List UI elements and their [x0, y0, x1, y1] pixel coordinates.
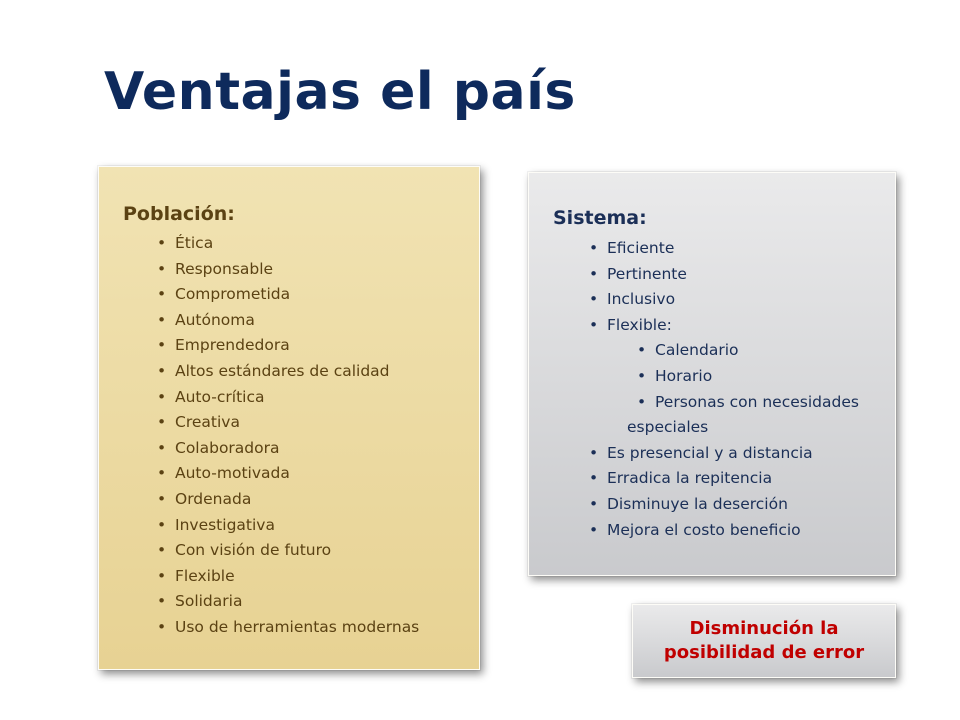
bullet-icon: •	[157, 234, 167, 252]
bullet-icon: •	[589, 494, 599, 513]
bullet-icon: •	[157, 285, 167, 304]
error-reduction-panel	[632, 604, 896, 678]
bullet-icon: •	[157, 438, 167, 457]
list-item: • Disminuye la deserción	[607, 492, 859, 518]
poblacion-heading: Población:	[123, 203, 235, 225]
list-item: • Eficiente	[607, 236, 859, 262]
list-item: • Con visión de futuro	[175, 538, 419, 564]
list-item: • Autónoma	[175, 308, 419, 334]
list-item: • Erradica la repitencia	[607, 466, 859, 492]
list-item: • Flexible:	[607, 313, 859, 339]
bullet-icon: •	[157, 336, 167, 355]
poblacion-list	[157, 231, 420, 641]
sub-list-item: • Horario	[607, 364, 859, 390]
bullet-icon: •	[637, 392, 647, 411]
sistema-heading: Sistema:	[553, 207, 647, 229]
bullet-icon: •	[589, 520, 599, 539]
list-item: • Ordenada	[175, 487, 419, 513]
bullet-icon: •	[589, 469, 599, 488]
bullet-icon: •	[157, 259, 167, 278]
bullet-icon: •	[157, 489, 167, 508]
sub-list-item-continuation: especiales	[627, 418, 709, 437]
bullet-icon: •	[157, 592, 167, 611]
bullet-icon: •	[637, 366, 647, 385]
bullet-icon: •	[157, 566, 167, 585]
bullet-icon: •	[157, 387, 167, 406]
bullet-icon: •	[589, 315, 599, 334]
bullet-icon: •	[589, 264, 599, 283]
list-item: • Auto-crítica	[175, 385, 419, 411]
bullet-icon: •	[589, 290, 599, 309]
list-item: • Uso de herramientas modernas	[175, 615, 419, 641]
list-item: • Investigativa	[175, 513, 419, 539]
list-item: • Solidaria	[175, 589, 419, 615]
list-item: • Emprendedora	[175, 333, 419, 359]
list-item: • Mejora el costo beneficio	[607, 518, 859, 544]
sistema-list	[589, 236, 859, 543]
list-item: • Creativa	[175, 410, 419, 436]
list-item: • Es presencial y a distancia	[607, 441, 859, 467]
list-item: • Responsable	[175, 257, 419, 283]
bullet-icon: •	[157, 310, 167, 329]
bullet-icon: •	[157, 515, 167, 534]
bullet-icon: •	[157, 413, 167, 432]
bullet-icon: •	[589, 443, 599, 462]
bullet-icon: •	[157, 617, 167, 636]
sub-list-item: • Calendario	[607, 338, 859, 364]
sub-list-item: • Personas con necesidades	[607, 390, 859, 416]
error-reduction-text: Disminución la posibilidad de error	[663, 618, 865, 663]
poblacion-panel	[98, 166, 480, 670]
bullet-icon: •	[637, 341, 647, 360]
list-item: • Colaboradora	[175, 436, 419, 462]
sistema-panel	[528, 172, 896, 576]
list-item: • Ética	[175, 231, 419, 257]
list-item: • Comprometida	[175, 282, 419, 308]
list-item: • Inclusivo	[607, 287, 859, 313]
bullet-icon: •	[157, 464, 167, 483]
list-item: • Flexible	[175, 564, 419, 590]
list-item: • Auto-motivada	[175, 461, 419, 487]
list-item: • Pertinente	[607, 262, 859, 288]
bullet-icon: •	[589, 239, 599, 257]
bullet-icon: •	[157, 361, 167, 380]
slide-title: Ventajas el país	[104, 62, 576, 122]
bullet-icon: •	[157, 541, 167, 560]
list-item: • Altos estándares de calidad	[175, 359, 419, 385]
